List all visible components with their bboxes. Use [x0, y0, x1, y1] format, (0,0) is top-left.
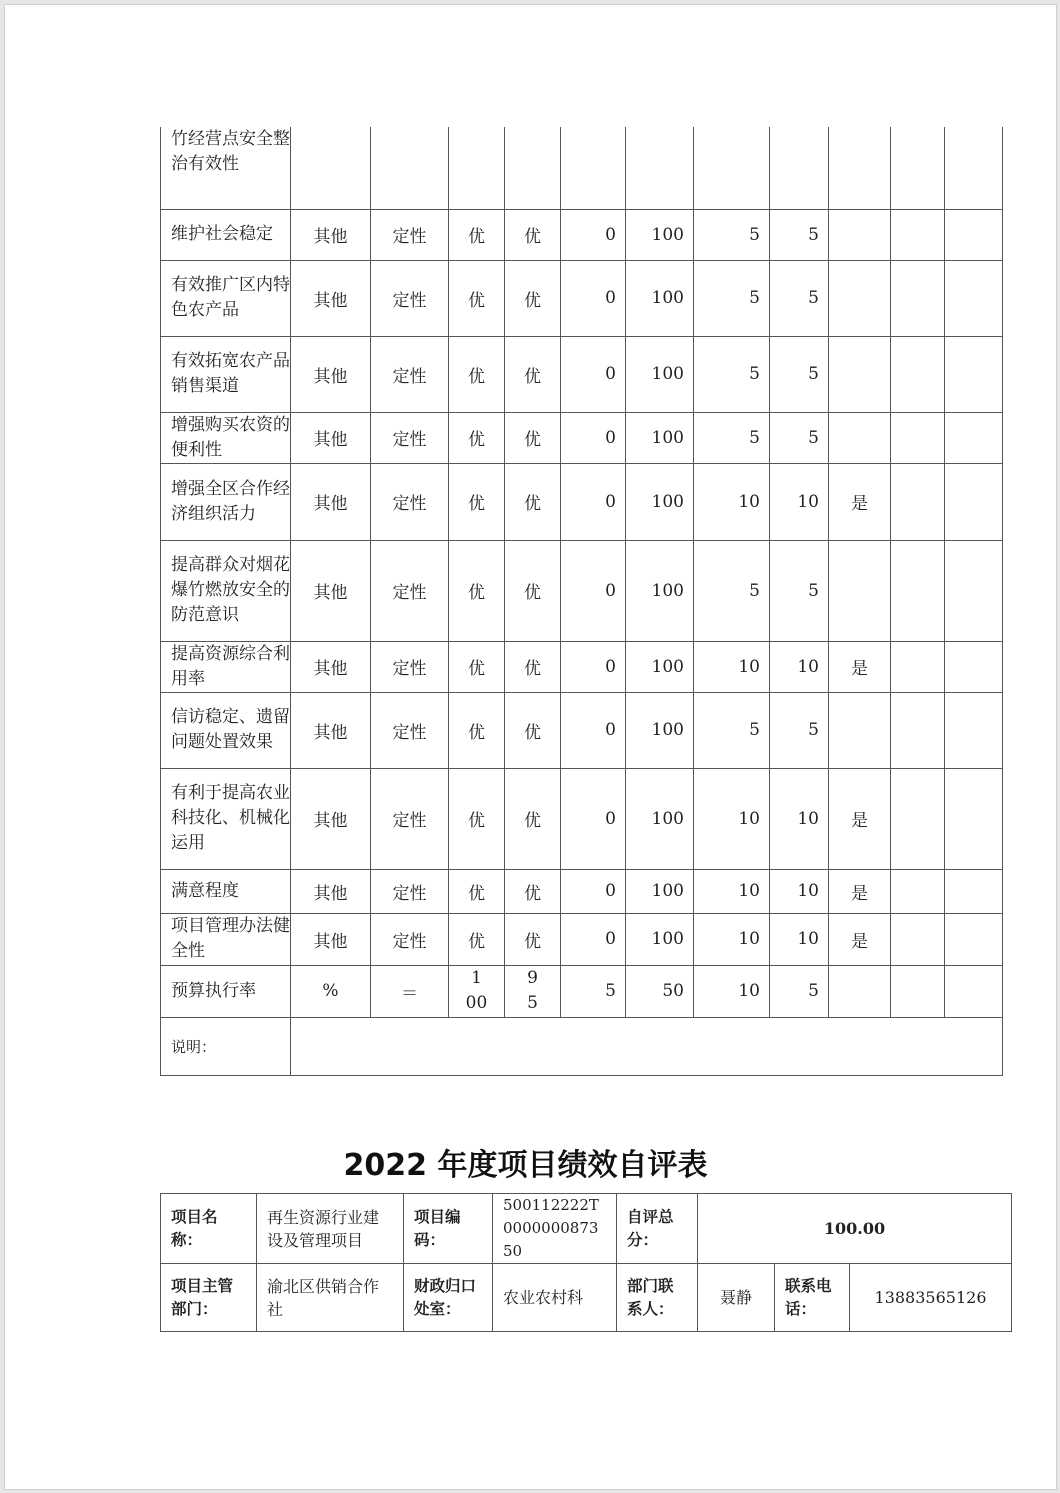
- indicator-row: [161, 336, 1003, 412]
- indicator-type: 其他: [291, 336, 371, 412]
- indicator-name: 维护社会稳定: [161, 209, 291, 260]
- weight-value: 0: [561, 463, 626, 540]
- note-label: 说明：: [161, 1017, 291, 1075]
- score-a: 5: [694, 540, 770, 641]
- form-title: 2022 年度项目绩效自评表: [343, 1148, 708, 1183]
- actual-value: 优: [505, 869, 561, 913]
- project-name-value: 再生资源行业建设及管理项目: [257, 1194, 404, 1264]
- empty-cell: [891, 540, 945, 641]
- empty-cell: [891, 260, 945, 336]
- contact-label: 部门联系人：: [617, 1264, 698, 1332]
- empty-cell: [891, 869, 945, 913]
- full-score: [626, 127, 694, 209]
- actual-value: 9 5: [505, 965, 561, 1017]
- indicator-table: [160, 127, 1003, 1076]
- score-a: 10: [694, 965, 770, 1017]
- info-row-2: [161, 1264, 1012, 1332]
- weight-value: 0: [561, 412, 626, 463]
- indicator-nature: 定性: [371, 768, 449, 869]
- indicator-nature: 定性: [371, 463, 449, 540]
- score-a: [694, 127, 770, 209]
- indicator-nature: 定性: [371, 209, 449, 260]
- contact-value: 聂静: [698, 1264, 775, 1332]
- project-code-value: 500112222T000000087350: [493, 1194, 617, 1264]
- full-score: 100: [626, 463, 694, 540]
- indicator-name: 预算执行率: [161, 965, 291, 1017]
- indicator-table-body: [161, 127, 1003, 1075]
- indicator-row: [161, 463, 1003, 540]
- empty-cell: [891, 127, 945, 209]
- target-value: 优: [449, 869, 505, 913]
- indicator-row: [161, 641, 1003, 692]
- target-value: 优: [449, 913, 505, 965]
- indicator-nature: 定性: [371, 869, 449, 913]
- score-b: 5: [770, 336, 829, 412]
- score-a: 5: [694, 692, 770, 768]
- target-value: 优: [449, 336, 505, 412]
- full-score: 100: [626, 540, 694, 641]
- score-b: 10: [770, 463, 829, 540]
- score-a: 10: [694, 869, 770, 913]
- score-b: 5: [770, 965, 829, 1017]
- flag-cell: [829, 692, 891, 768]
- indicator-name: 满意程度: [161, 869, 291, 913]
- flag-cell: [829, 260, 891, 336]
- target-value: 优: [449, 260, 505, 336]
- phone-label: 联系电话：: [775, 1264, 850, 1332]
- indicator-type: [291, 127, 371, 209]
- flag-cell: 是: [829, 913, 891, 965]
- empty-cell: [945, 869, 1003, 913]
- empty-cell: [891, 463, 945, 540]
- score-b: 5: [770, 692, 829, 768]
- indicator-name: 有效拓宽农产品销售渠道: [161, 336, 291, 412]
- weight-value: 0: [561, 768, 626, 869]
- score-a: 5: [694, 209, 770, 260]
- indicator-type: 其他: [291, 869, 371, 913]
- actual-value: 优: [505, 260, 561, 336]
- indicator-nature: 定性: [371, 336, 449, 412]
- flag-cell: 是: [829, 768, 891, 869]
- phone-value: 13883565126: [850, 1264, 1012, 1332]
- finance-office-value: 农业农村科: [493, 1264, 617, 1332]
- indicator-type: 其他: [291, 692, 371, 768]
- indicator-row: [161, 869, 1003, 913]
- indicator-nature: 定性: [371, 540, 449, 641]
- flag-cell: [829, 540, 891, 641]
- score-a: 10: [694, 463, 770, 540]
- empty-cell: [891, 641, 945, 692]
- actual-value: [505, 127, 561, 209]
- empty-cell: [945, 965, 1003, 1017]
- indicator-row: [161, 127, 1003, 209]
- indicator-name: 增强购买农资的便利性: [161, 412, 291, 463]
- empty-cell: [891, 336, 945, 412]
- flag-cell: [829, 209, 891, 260]
- empty-cell: [945, 412, 1003, 463]
- indicator-nature: 定性: [371, 260, 449, 336]
- indicator-row: [161, 209, 1003, 260]
- weight-value: 0: [561, 336, 626, 412]
- indicator-name: 提高群众对烟花爆竹燃放安全的防范意识: [161, 540, 291, 641]
- full-score: 100: [626, 209, 694, 260]
- indicator-type: 其他: [291, 412, 371, 463]
- indicator-type: 其他: [291, 641, 371, 692]
- indicator-nature: 定性: [371, 412, 449, 463]
- score-b: 5: [770, 260, 829, 336]
- empty-cell: [891, 692, 945, 768]
- indicator-type: 其他: [291, 463, 371, 540]
- actual-value: 优: [505, 641, 561, 692]
- weight-value: 0: [561, 692, 626, 768]
- indicator-row: [161, 412, 1003, 463]
- indicator-row: [161, 913, 1003, 965]
- empty-cell: [891, 965, 945, 1017]
- empty-cell: [945, 336, 1003, 412]
- indicator-row: [161, 692, 1003, 768]
- target-value: 优: [449, 641, 505, 692]
- indicator-row: [161, 540, 1003, 641]
- full-score: 100: [626, 412, 694, 463]
- actual-value: 优: [505, 913, 561, 965]
- actual-value: 优: [505, 336, 561, 412]
- score-a: 5: [694, 336, 770, 412]
- indicator-nature: [371, 127, 449, 209]
- indicator-row: [161, 768, 1003, 869]
- score-a: 10: [694, 641, 770, 692]
- indicator-nature: 定性: [371, 641, 449, 692]
- actual-value: 优: [505, 412, 561, 463]
- indicator-name: 提高资源综合利用率: [161, 641, 291, 692]
- empty-cell: [945, 260, 1003, 336]
- full-score: 50: [626, 965, 694, 1017]
- empty-cell: [891, 209, 945, 260]
- weight-value: 0: [561, 641, 626, 692]
- target-value: 优: [449, 412, 505, 463]
- weight-value: 0: [561, 869, 626, 913]
- flag-cell: 是: [829, 463, 891, 540]
- indicator-name: 有效推广区内特色农产品: [161, 260, 291, 336]
- target-value: 优: [449, 768, 505, 869]
- score-b: 10: [770, 768, 829, 869]
- score-b: 10: [770, 641, 829, 692]
- actual-value: 优: [505, 692, 561, 768]
- indicator-row: [161, 260, 1003, 336]
- target-value: 优: [449, 692, 505, 768]
- empty-cell: [945, 692, 1003, 768]
- score-a: 5: [694, 412, 770, 463]
- score-b: [770, 127, 829, 209]
- indicator-type: 其他: [291, 913, 371, 965]
- flag-cell: [829, 127, 891, 209]
- project-name-label: 项目名称：: [161, 1194, 257, 1264]
- indicator-type: 其他: [291, 540, 371, 641]
- actual-value: 优: [505, 540, 561, 641]
- score-b: 5: [770, 412, 829, 463]
- indicator-nature: 定性: [371, 692, 449, 768]
- full-score: 100: [626, 768, 694, 869]
- project-info-table: [160, 1193, 1012, 1332]
- indicator-name: 竹经营点安全整治有效性: [161, 127, 291, 209]
- weight-value: 0: [561, 913, 626, 965]
- flag-cell: 是: [829, 641, 891, 692]
- empty-cell: [945, 768, 1003, 869]
- full-score: 100: [626, 913, 694, 965]
- target-value: 优: [449, 209, 505, 260]
- full-score: 100: [626, 869, 694, 913]
- indicator-name: 增强全区合作经济组织活力: [161, 463, 291, 540]
- empty-cell: [945, 209, 1003, 260]
- project-code-label: 项目编码：: [404, 1194, 493, 1264]
- indicator-type: 其他: [291, 209, 371, 260]
- target-value: 1 00: [449, 965, 505, 1017]
- full-score: 100: [626, 336, 694, 412]
- info-row-1: [161, 1194, 1012, 1264]
- empty-cell: [945, 127, 1003, 209]
- indicator-nature: ＝: [371, 965, 449, 1017]
- indicator-name: 信访稳定、遗留问题处置效果: [161, 692, 291, 768]
- actual-value: 优: [505, 463, 561, 540]
- flag-cell: [829, 336, 891, 412]
- target-value: 优: [449, 540, 505, 641]
- finance-office-label: 财政归口处室：: [404, 1264, 493, 1332]
- empty-cell: [891, 412, 945, 463]
- target-value: 优: [449, 463, 505, 540]
- empty-cell: [891, 768, 945, 869]
- weight-value: 5: [561, 965, 626, 1017]
- empty-cell: [945, 641, 1003, 692]
- weight-value: 0: [561, 209, 626, 260]
- note-row: [161, 1017, 1003, 1075]
- indicator-name: 有利于提高农业科技化、机械化运用: [161, 768, 291, 869]
- score-a: 5: [694, 260, 770, 336]
- score-b: 10: [770, 869, 829, 913]
- indicator-nature: 定性: [371, 913, 449, 965]
- score-b: 5: [770, 540, 829, 641]
- score-a: 10: [694, 913, 770, 965]
- indicator-name: 项目管理办法健全性: [161, 913, 291, 965]
- full-score: 100: [626, 641, 694, 692]
- note-content: [291, 1017, 1003, 1075]
- score-b: 10: [770, 913, 829, 965]
- weight-value: 0: [561, 260, 626, 336]
- weight-value: 0: [561, 540, 626, 641]
- empty-cell: [945, 913, 1003, 965]
- empty-cell: [891, 913, 945, 965]
- dept-label: 项目主管部门：: [161, 1264, 257, 1332]
- indicator-type: 其他: [291, 260, 371, 336]
- indicator-type: %: [291, 965, 371, 1017]
- full-score: 100: [626, 260, 694, 336]
- empty-cell: [945, 540, 1003, 641]
- indicator-type: 其他: [291, 768, 371, 869]
- actual-value: 优: [505, 768, 561, 869]
- score-total-label: 自评总分：: [617, 1194, 698, 1264]
- actual-value: 优: [505, 209, 561, 260]
- flag-cell: [829, 412, 891, 463]
- dept-value: 渝北区供销合作社: [257, 1264, 404, 1332]
- empty-cell: [945, 463, 1003, 540]
- target-value: [449, 127, 505, 209]
- score-b: 5: [770, 209, 829, 260]
- budget-execution-row: [161, 965, 1003, 1017]
- flag-cell: 是: [829, 869, 891, 913]
- flag-cell: [829, 965, 891, 1017]
- score-a: 10: [694, 768, 770, 869]
- score-total-value: 100.00: [698, 1194, 1012, 1264]
- weight-value: [561, 127, 626, 209]
- full-score: 100: [626, 692, 694, 768]
